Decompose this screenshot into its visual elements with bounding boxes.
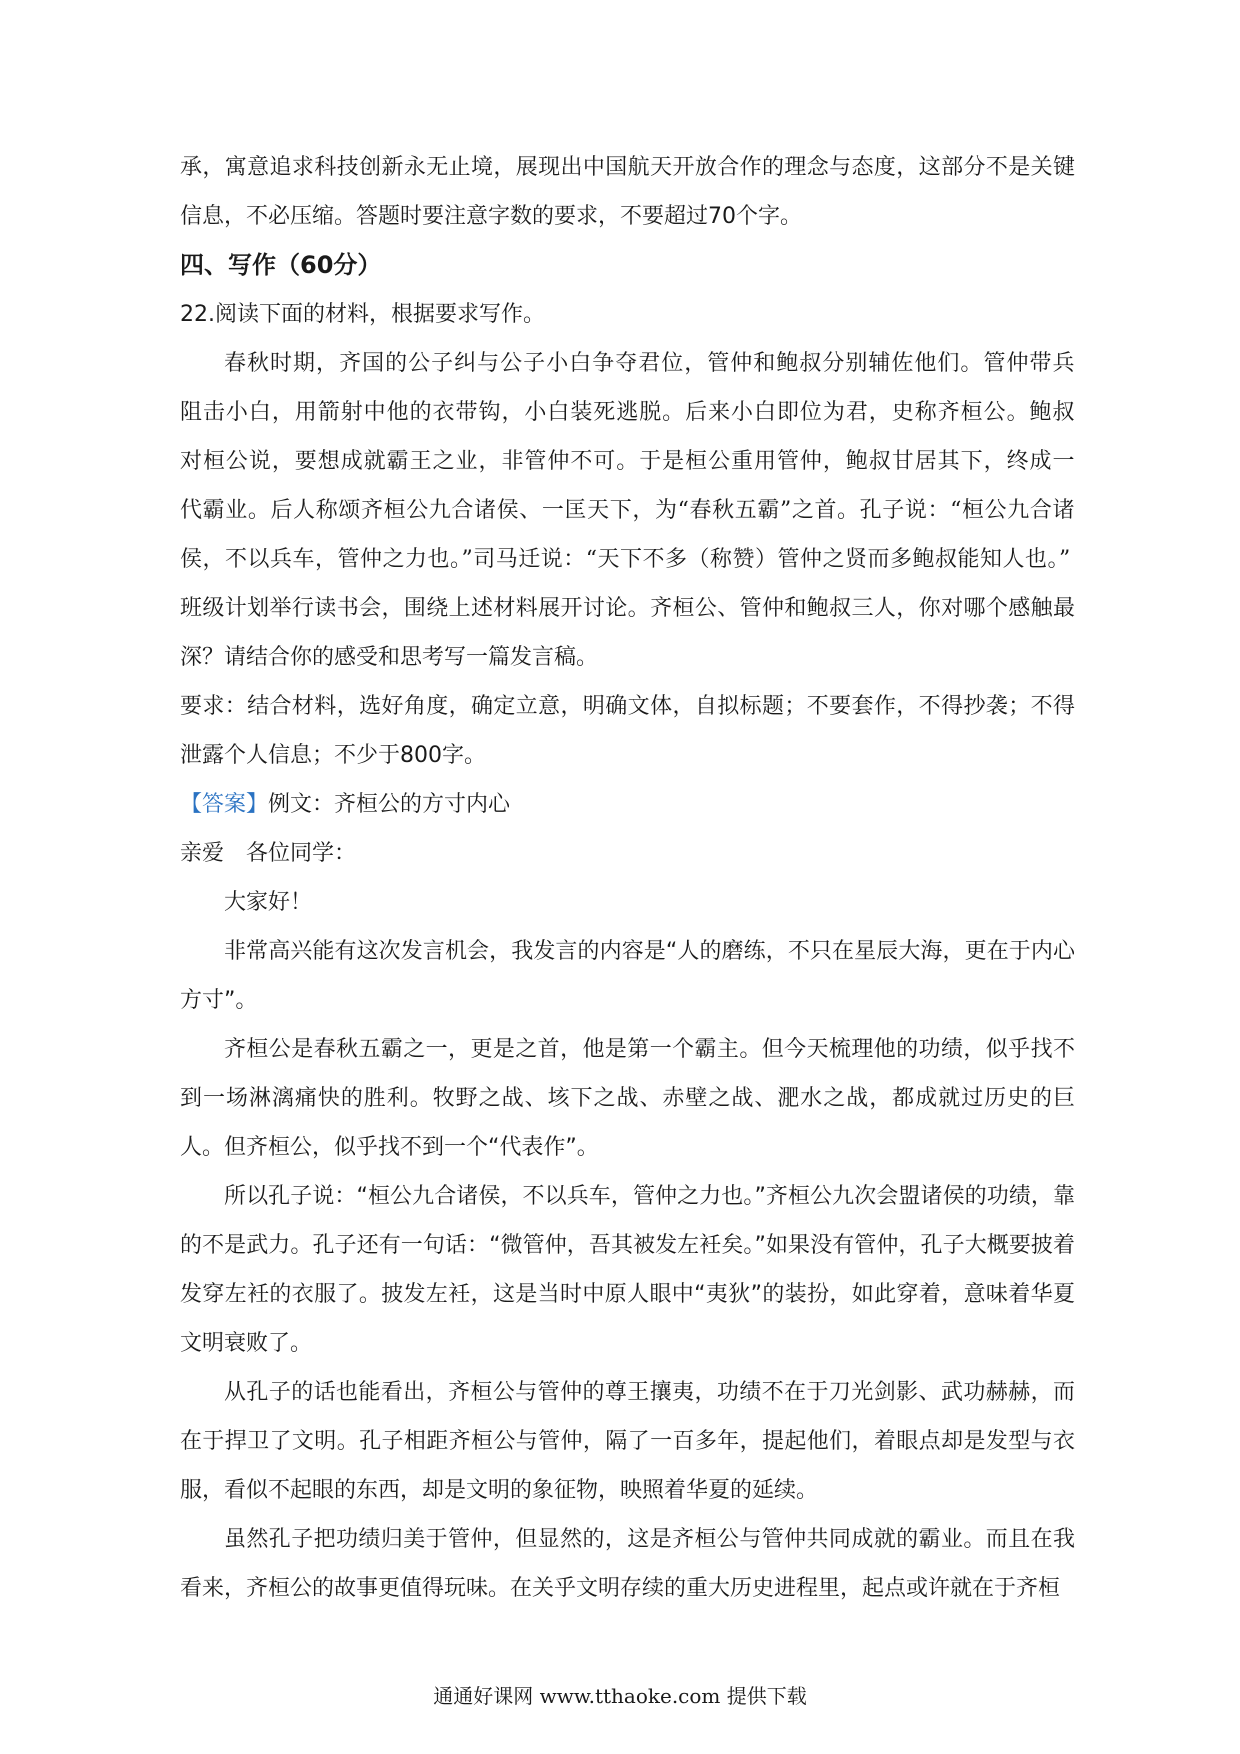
writing-requirements: 要求：结合材料，选好角度，确定立意，明确文体，自拟标题；不要套作，不得抄袭；不得泄露个人信息；不少于800字。 (180, 694, 1075, 768)
writing-task: 班级计划举行读书会，围绕上述材料展开讨论。齐桓公、管仲和鲍叔三人，你对哪个感触最深？请结合你的感受和思考写一篇发言稿。 (180, 596, 1075, 670)
answer-tag: 【答案】 (180, 792, 269, 817)
document-body (180, 143, 1075, 1613)
essay-paragraph-3: 所以孔子说：“桓公九合诸侯，不以兵车，管仲之力也。”齐桓公九次会盟诸侯的功绩，靠的不是武力。孔子还有一句话：“微管仲，吾其被发左衽矣。”如果没有管仲，孔子大概要披着发穿左衽的衣服了。披发左衽，这是当时中原人眼中“夷狄”的装扮，如此穿着，意味着华夏文明衰败了。 (180, 1184, 1075, 1356)
answer-title: 例文：齐桓公的方寸内心 (268, 792, 511, 817)
section-title: 四、写作（60分） (180, 251, 382, 279)
essay-paragraph-1: 非常高兴能有这次发言机会，我发言的内容是“人的磨练，不只在星辰大海，更在于内心方寸”。 (180, 939, 1075, 1013)
material-passage: 春秋时期，齐国的公子纠与公子小白争夺君位，管仲和鲍叔分别辅佐他们。管仲带兵阻击小白，用箭射中他的衣带钩，小白装死逃脱。后来小白即位为君，史称齐桓公。鲍叔对桓公说，要想成就霸王之业，非管仲不可。于是桓公重用管仲，鲍叔甘居其下，终成一代霸业。后人称颂齐桓公九合诸侯、一匡天下，为“春秋五霸”之首。孔子说：“桓公九合诸侯，不以兵车，管仲之力也。”司马迁说：“天下不多（称赞）管仲之贤而多鲍叔能知人也。” (180, 351, 1075, 572)
essay-paragraph-5: 虽然孔子把功绩归美于管仲，但显然的，这是齐桓公与管仲共同成就的霸业。而且在我看来，齐桓公的故事更值得玩味。在关乎文明存续的重大历史进程里，起点或许就在于齐桓 (180, 1527, 1075, 1601)
greeting: 大家好！ (224, 890, 313, 915)
essay-paragraph-2: 齐桓公是春秋五霸之一，更是之首，他是第一个霸主。但今天梳理他的功绩，似乎找不到一场淋漓痛快的胜利。牧野之战、垓下之战、赤壁之战、淝水之战，都成就过历史的巨人。但齐桓公，似乎找不到一个“代表作”。 (180, 1037, 1075, 1160)
paragraph-continuation: 承，寓意追求科技创新永无止境，展现出中国航天开放合作的理念与态度，这部分不是关键信息，不必压缩。答题时要注意字数的要求，不要超过70个字。 (180, 155, 1075, 229)
page-footer: 通通好课网 www.tthaoke.com 提供下载 (433, 1684, 807, 1708)
salutation: 亲爱 各位同学： (180, 841, 357, 866)
essay-paragraph-4: 从孔子的话也能看出，齐桓公与管仲的尊王攘夷，功绩不在于刀光剑影、武功赫赫，而在于捍卫了文明。孔子相距齐桓公与管仲，隔了一百多年，提起他们，着眼点却是发型与衣服，看似不起眼的东西，却是文明的象征物，映照着华夏的延续。 (180, 1380, 1075, 1503)
answer-line (180, 780, 1075, 829)
question-prompt: 22.阅读下面的材料，根据要求写作。 (180, 302, 545, 327)
